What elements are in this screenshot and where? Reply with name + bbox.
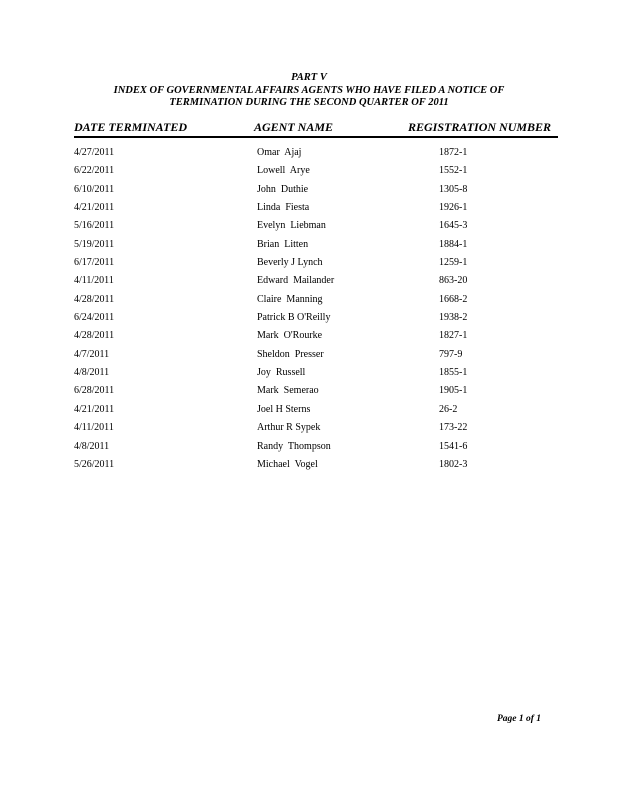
cell-registration: 1645-3: [439, 220, 468, 232]
title-line-index: INDEX OF GOVERNMENTAL AFFAIRS AGENTS WHO HAVE FILED A NOTICE OF: [113, 84, 505, 96]
cell-registration: 1259-1: [439, 257, 468, 269]
cell-agent-name: Lowell Arye: [257, 165, 310, 177]
cell-date: 4/28/2011: [74, 293, 115, 305]
cell-date: 4/11/2011: [74, 275, 114, 287]
cell-date: 6/24/2011: [74, 312, 115, 324]
table-row: [74, 330, 544, 348]
column-header-agent-name: AGENT NAME: [254, 120, 334, 134]
column-header-date: DATE TERMINATED: [74, 120, 188, 134]
cell-registration: 1541-6: [439, 440, 468, 452]
cell-registration: 1884-1: [439, 238, 468, 250]
cell-agent-name: Mark Semerao: [257, 385, 319, 397]
cell-agent-name: Edward Mailander: [257, 275, 335, 287]
cell-registration: 1668-2: [439, 293, 468, 305]
document-title: [0, 72, 618, 110]
cell-date: 6/28/2011: [74, 385, 115, 397]
cell-agent-name: Patrick B O'Reilly: [257, 312, 331, 324]
cell-agent-name: Randy Thompson: [257, 440, 331, 452]
cell-agent-name: Sheldon Presser: [257, 348, 324, 360]
cell-agent-name: Mark O'Rourke: [257, 330, 323, 342]
cell-agent-name: Michael Vogel: [257, 458, 318, 470]
cell-registration: 1827-1: [439, 330, 468, 342]
cell-agent-name: Claire Manning: [257, 293, 323, 305]
cell-registration: 26-2: [439, 403, 458, 415]
cell-registration: 863-20: [439, 275, 468, 287]
cell-date: 6/22/2011: [74, 165, 115, 177]
cell-date: 4/27/2011: [74, 147, 115, 158]
table-row: [74, 239, 544, 257]
cell-date: 5/26/2011: [74, 458, 115, 470]
table-row: [74, 312, 544, 330]
table-row: [74, 441, 544, 459]
cell-registration: 1855-1: [439, 367, 468, 379]
cell-registration: 1305-8: [439, 183, 468, 195]
cell-date: 4/8/2011: [74, 440, 110, 452]
cell-registration: 1938-2: [439, 312, 468, 324]
table-row: [74, 220, 544, 238]
cell-date: 6/10/2011: [74, 183, 115, 195]
cell-registration: 1905-1: [439, 385, 468, 397]
table-row: [74, 202, 544, 220]
table-row: [74, 459, 544, 477]
cell-date: 4/11/2011: [74, 422, 114, 434]
cell-agent-name: Joel H Sterns: [257, 403, 311, 415]
page-number: Page 1 of 1: [497, 714, 542, 724]
cell-date: 4/21/2011: [74, 202, 115, 214]
cell-registration: 1872-1: [439, 147, 468, 158]
cell-date: 6/17/2011: [74, 257, 115, 269]
table-row: [74, 184, 544, 202]
cell-date: 4/8/2011: [74, 367, 110, 379]
table-row: [74, 165, 544, 183]
table-row: [74, 294, 544, 312]
header-divider: [74, 136, 558, 138]
cell-agent-name: Linda Fiesta: [257, 202, 310, 214]
cell-registration: 797-9: [439, 348, 463, 360]
cell-agent-name: Arthur R Sypek: [257, 422, 321, 434]
table-row: [74, 422, 544, 440]
table-body: [74, 147, 544, 477]
cell-agent-name: John Duthie: [257, 183, 309, 195]
cell-date: 4/21/2011: [74, 403, 115, 415]
cell-registration: 1552-1: [439, 165, 468, 177]
column-header-registration: REGISTRATION NUMBER: [408, 120, 552, 134]
table-row: [74, 349, 544, 367]
cell-registration: 1802-3: [439, 458, 468, 470]
table-row: [74, 385, 544, 403]
title-line-part: PART V: [291, 72, 327, 83]
cell-agent-name: Joy Russell: [257, 367, 306, 379]
table-row: [74, 147, 544, 165]
cell-agent-name: Evelyn Liebman: [257, 220, 326, 232]
title-line-termination: TERMINATION DURING THE SECOND QUARTER OF 2011: [169, 97, 449, 108]
cell-date: 4/28/2011: [74, 330, 115, 342]
cell-date: 5/16/2011: [74, 220, 115, 232]
cell-registration: 1926-1: [439, 202, 468, 214]
cell-agent-name: Brian Litten: [257, 238, 309, 250]
cell-agent-name: Beverly J Lynch: [257, 257, 323, 269]
table-row: [74, 275, 544, 293]
table-row: [74, 404, 544, 422]
table-row: [74, 257, 544, 275]
cell-registration: 173-22: [439, 422, 468, 434]
cell-agent-name: Omar Ajaj: [257, 147, 302, 158]
cell-date: 4/7/2011: [74, 348, 110, 360]
table-row: [74, 367, 544, 385]
cell-date: 5/19/2011: [74, 238, 115, 250]
